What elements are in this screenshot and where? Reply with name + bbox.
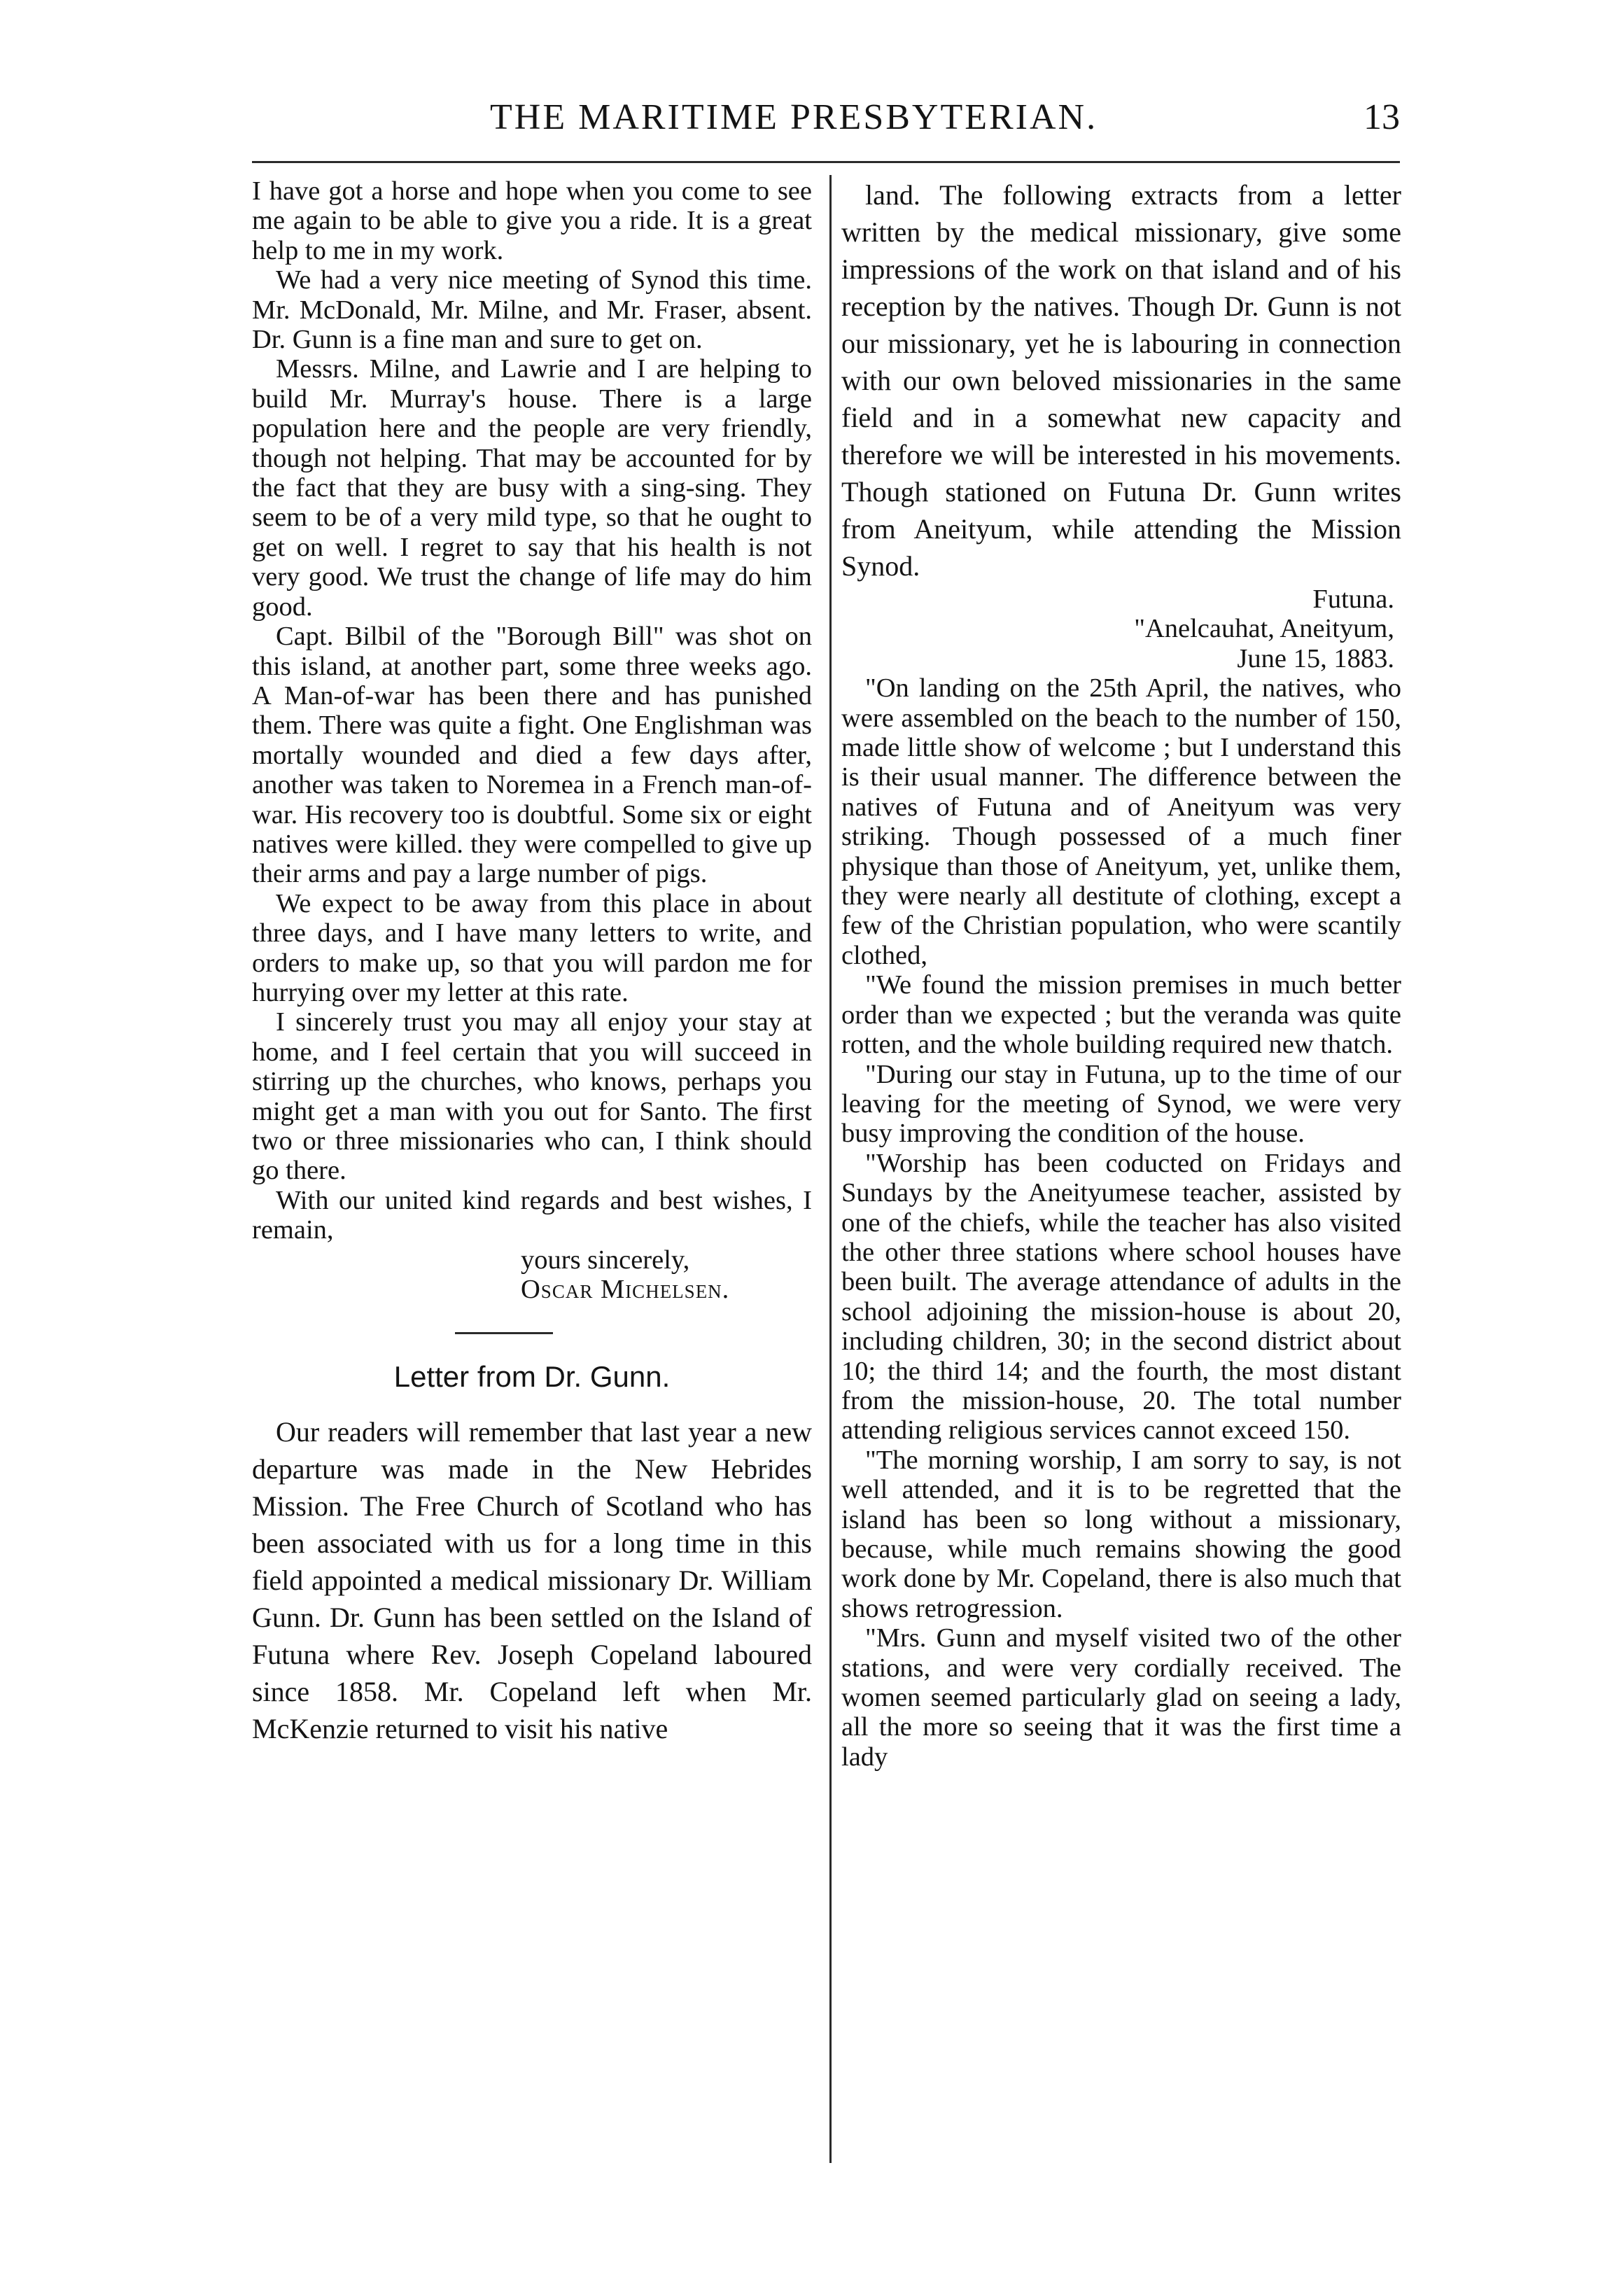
letter-paragraph: "The morning worship, I am sorry to say, is not well attended, and it is to be regretted that the island has been so long without a missionary, because, while much remains showing the good work done by Mr. Copeland, there is also much that shows retrogression. — [841, 1445, 1401, 1623]
article-paragraph: land. The following extracts from a letter written by the medical missionary, give some impressions of the work on that island and of his reception by the natives. Though Dr. Gunn is not our missionary, yet he is labouring in connection with our own beloved missionaries in the same field and in a somewhat new capacity and therefore we will be interested in his movements. Though stationed on Futuna Dr. Gunn writes from Aneityum, while attending the Mission Synod. — [841, 179, 1401, 582]
section-heading: Letter from Dr. Gunn. — [393, 1360, 671, 1394]
letter-paragraph: With our united kind regards and best wishes, I remain, — [252, 1185, 812, 1245]
letter-paragraph: "During our stay in Futuna, up to the time of our leaving for the meeting of Synod, we were very busy improving the condition of the house. — [841, 1059, 1401, 1149]
letter-paragraph: "Worship has been coducted on Fridays and Sundays by the Aneityumese teacher, assisted by one of the chiefs, while the teacher has also visited the other three stations where school houses have been built. The average attendance of adults in the school adjoining the mission-house is about 20, including children, 30; in the second district about 10; the third 14; and the fourth, the most distant from the mission-house, 20. The total number attending religious services cannot exceed 150. — [841, 1148, 1401, 1446]
section-divider — [455, 1332, 553, 1334]
letter-paragraph: I have got a horse and hope when you come to see me again to be able to give you a ride. It is a great help to me in my work. — [252, 176, 812, 265]
letter-paragraph: Capt. Bilbil of the "Borough Bill" was shot on this island, at another part, some three weeks ago. A Man-of-war has been there and has punished them. There was quite a fight. One Englishman was mortally wounded and died a few days after, another was taken to Noremea in a French man-of-war. His recovery too is doubtful. Some six or eight natives were killed. they were compelled to give up their arms and pay a large number of pigs. — [252, 622, 812, 889]
letter-paragraph: "On landing on the 25th April, the natives, who were assembled on the beach to the number of 150, made little show of welcome ; but I understand this is their usual manner. The difference between the natives of Futuna and of Aneityum was very striking. Though possessed of a much finer physique than those of Aneityum, yet, unlike them, they were nearly all destitute of clothing, except a few of the Christian population, who were scantily clothed, — [841, 673, 1401, 970]
letter-paragraph: I sincerely trust you may all enjoy your stay at home, and I feel certain that you will succeed in stirring up the churches, who knows, perhaps you might get a man with you out for Santo. The first two or three missionaries who can, I think should go there. — [252, 1007, 812, 1186]
letter-paragraph: Messrs. Milne, and Lawrie and I are helping to build Mr. Murray's house. There is a large population here and the people are very friendly, though not helping. That may be accounted for by the fact that they are busy with a sing-sing. They seem to be of a very mild type, so that he ought to get on well. I regret to say that his health is not very good. We trust the change of life may do him good. — [252, 354, 812, 622]
left-column — [252, 176, 812, 1747]
dateline-location: "Anelcauhat, Aneityum, — [1134, 614, 1394, 644]
page-header — [252, 97, 1400, 160]
letter-paragraph: "We found the mission premises in much better order than we expected ; but the veranda was quite rotten, and the whole building required new thatch. — [841, 970, 1401, 1060]
letter-paragraph: We had a very nice meeting of Synod this time. Mr. McDonald, Mr. Milne, and Mr. Fraser, absent. Dr. Gunn is a fine man and sure to get on. — [252, 265, 812, 355]
letter-signoff: yours sincerely, — [521, 1245, 690, 1275]
letter-paragraph: "Mrs. Gunn and myself visited two of the other stations, and were very cordially received. The women seemed particularly glad on seeing a lady, all the more so seeing that it was the first time a lady — [841, 1623, 1401, 1772]
column-divider — [829, 175, 832, 2163]
article-paragraph: Our readers will remember that last year a new departure was made in the New Hebrides Mission. The Free Church of Scotland who has been associated with us for a long time in this field appointed a medical missionary Dr. William Gunn. Dr. Gunn has been settled on the Island of Futuna where Rev. Joseph Copeland laboured since 1858. Mr. Copeland left when Mr. McKenzie returned to visit his native — [252, 1415, 812, 1744]
dateline-place: Futuna. — [1312, 584, 1394, 614]
header-rule — [252, 161, 1400, 163]
page-number: 13 — [1364, 97, 1400, 137]
publication-title: THE MARITIME PRESBYTERIAN. — [490, 97, 1098, 137]
right-column — [841, 176, 1401, 1772]
letter-signature: Oscar Michelsen. — [521, 1275, 730, 1305]
letter-paragraph: We expect to be away from this place in about three days, and I have many letters to write, and orders to make up, so that you will pardon me for hurrying over my letter at this rate. — [252, 888, 812, 1007]
dateline-date: June 15, 1883. — [1237, 643, 1394, 673]
